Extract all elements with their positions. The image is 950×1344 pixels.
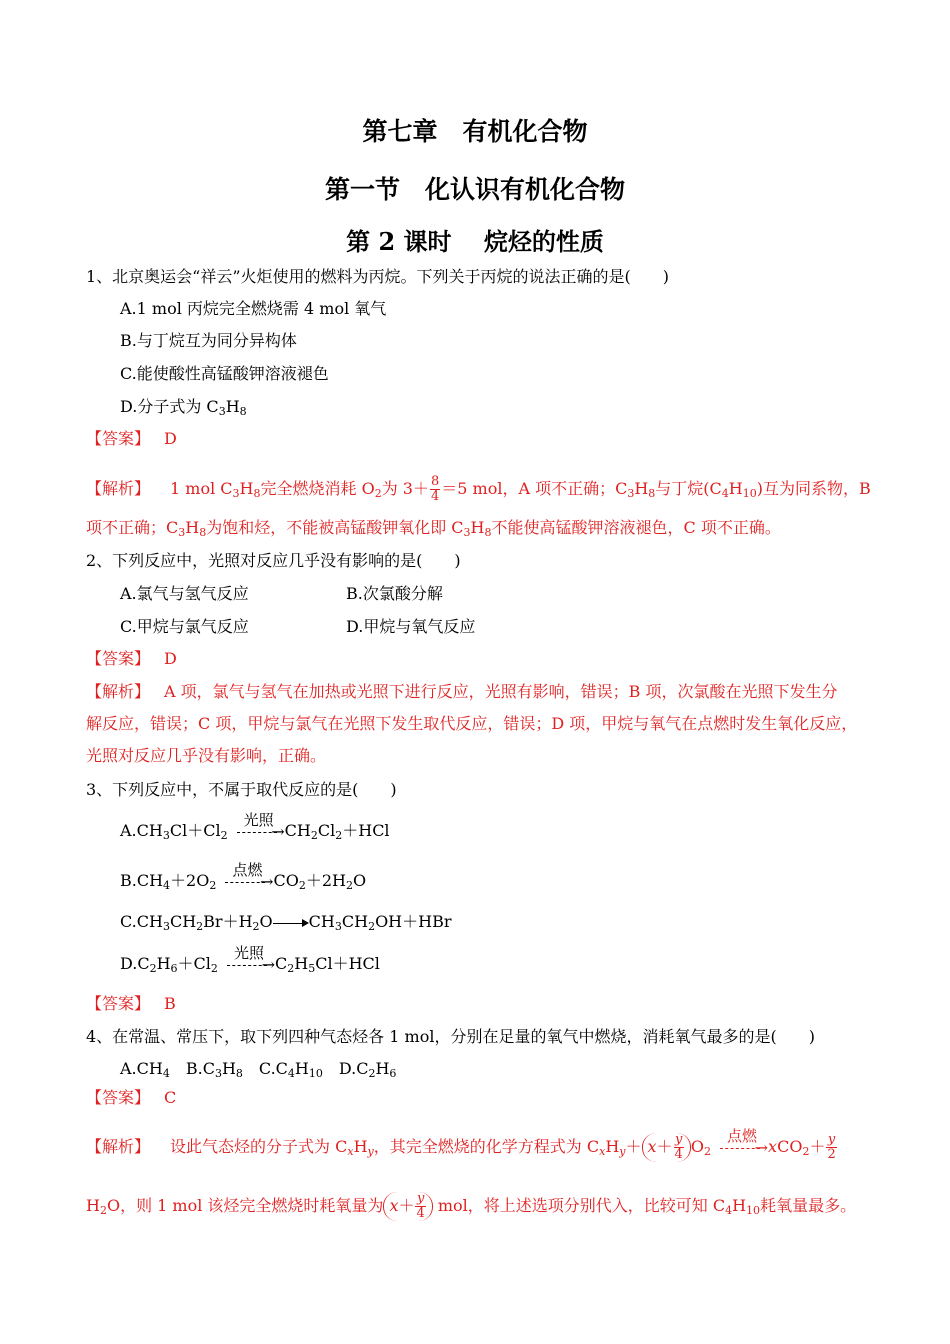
chapter-title: 第七章 有机化合物 xyxy=(362,117,588,146)
q3-option-c: $C.CH_3CH_2Br+H_2O$ $CH_3CH_2OH+HBr$ xyxy=(120,912,452,933)
q3-answer: 【答案】 B xyxy=(86,994,176,1013)
q2-option-c: C.甲烷与氯气反应 xyxy=(120,617,249,636)
q2-analysis-line3: 光照对反应几乎没有影响，正确。 xyxy=(86,746,327,765)
lesson-title: 第 2 课时 烷烃的性质 xyxy=(346,227,604,256)
q3-option-a: $A.CH_3Cl+Cl_2$ 光照 → $CH_2Cl_2+HCl$ xyxy=(120,810,390,842)
q2-option-b: B.次氯酸分解 xyxy=(346,584,443,603)
q3-option-b: $B.CH_4+2O_2$ 点燃 → $CO_2+2H_2O$ xyxy=(120,860,367,892)
q1-stem: 1、北京奥运会“祥云”火炬使用的燃料为丙烷。下列关于丙烷的说法正确的是( ) xyxy=(86,267,670,286)
q4-answer: 【答案】 C xyxy=(86,1088,177,1107)
q1-analysis-line1: 【解析】 1 mol $C_3H_8$完全燃烧消耗 $O_2$为 3＋ $\frac{8}{4}$ ＝5 mol，A 项不正确；$C_3H_8$与丁烷$(C_4H_{10})$互为同系物，B xyxy=(86,474,871,504)
q3-stem: 3、下列反应中，不属于取代反应的是( ) xyxy=(86,780,397,799)
q4-stem: 4、在常温、常压下，取下列四种气态烃各 1 mol，分别在足量的氧气中燃烧，消耗氧气最多的是( ) xyxy=(86,1027,815,1046)
q2-analysis-line1: 【解析】 A 项，氯气与氢气在加热或光照下进行反应，光照有影响，错误；B 项，次氯酸在光照下发生分 xyxy=(86,682,838,701)
reaction-arrow: 点燃 → xyxy=(727,1126,769,1157)
long-arrow xyxy=(273,917,309,929)
reaction-arrow: 点燃 → xyxy=(232,860,274,891)
q1-answer: 【答案】 D xyxy=(86,429,177,448)
q1-option-d: D.分子式为 $C_3H_8$ xyxy=(120,397,247,418)
q1-option-c: C.能使酸性高锰酸钾溶液褪色 xyxy=(120,364,329,383)
section-title: 第一节 化认识有机化合物 xyxy=(324,175,625,204)
q2-stem: 2、下列反应中，光照对反应几乎没有影响的是( ) xyxy=(86,551,461,570)
reaction-arrow: 光照 → xyxy=(234,943,276,974)
q2-option-d: D.甲烷与氧气反应 xyxy=(346,617,476,636)
q2-answer: 【答案】 D xyxy=(86,649,177,668)
q1-analysis-line2: 项不正确；$C_3H_8$为饱和烃，不能被高锰酸钾氧化即 $C_3H_8$不能使高锰酸钾溶液褪色，C 项不正确。 xyxy=(86,518,781,539)
q1-option-b: B.与丁烷互为同分异构体 xyxy=(120,331,297,350)
q2-option-a: A.氯气与氢气反应 xyxy=(120,584,249,603)
q1-fraction: $\frac{8}{4}$ xyxy=(430,474,440,504)
q1-option-a: A.1 mol 丙烷完全燃烧需 4 mol 氧气 xyxy=(120,299,387,318)
q4-options: $A.CH_4$ $B.C_3H_8$ $C.C_4H_{10}$ $D.C_2H_6$ xyxy=(120,1059,397,1080)
q3-option-d: $D.C_2H_6+Cl_2$ 光照 → $C_2H_5Cl+HCl$ xyxy=(120,943,380,975)
q4-analysis-line1: 【解析】 设此气态烃的分子式为 $C_xH_y$，其完全燃烧的化学方程式为 $C_xH_y+ x+$ $\frac{y}{4}$ $O_2$ 点燃 → xCO$_2$＋ $\frac{y}{2}$ xyxy=(86,1126,836,1162)
q4-analysis-line2: $H_2O$，则 1 mol 该烃完全燃烧时耗氧量为 x＋ $\frac{y}{4}$ mol，将上述选项分别代入，比较可知 $C_4H_{10}$耗氧量最多。 xyxy=(86,1191,857,1221)
q2-analysis-line2: 解反应，错误；C 项，甲烷与氯气在光照下发生取代反应，错误；D 项，甲烷与氧气在点燃时发生氧化反应， xyxy=(86,714,858,733)
reaction-arrow: 光照 → xyxy=(243,810,285,841)
